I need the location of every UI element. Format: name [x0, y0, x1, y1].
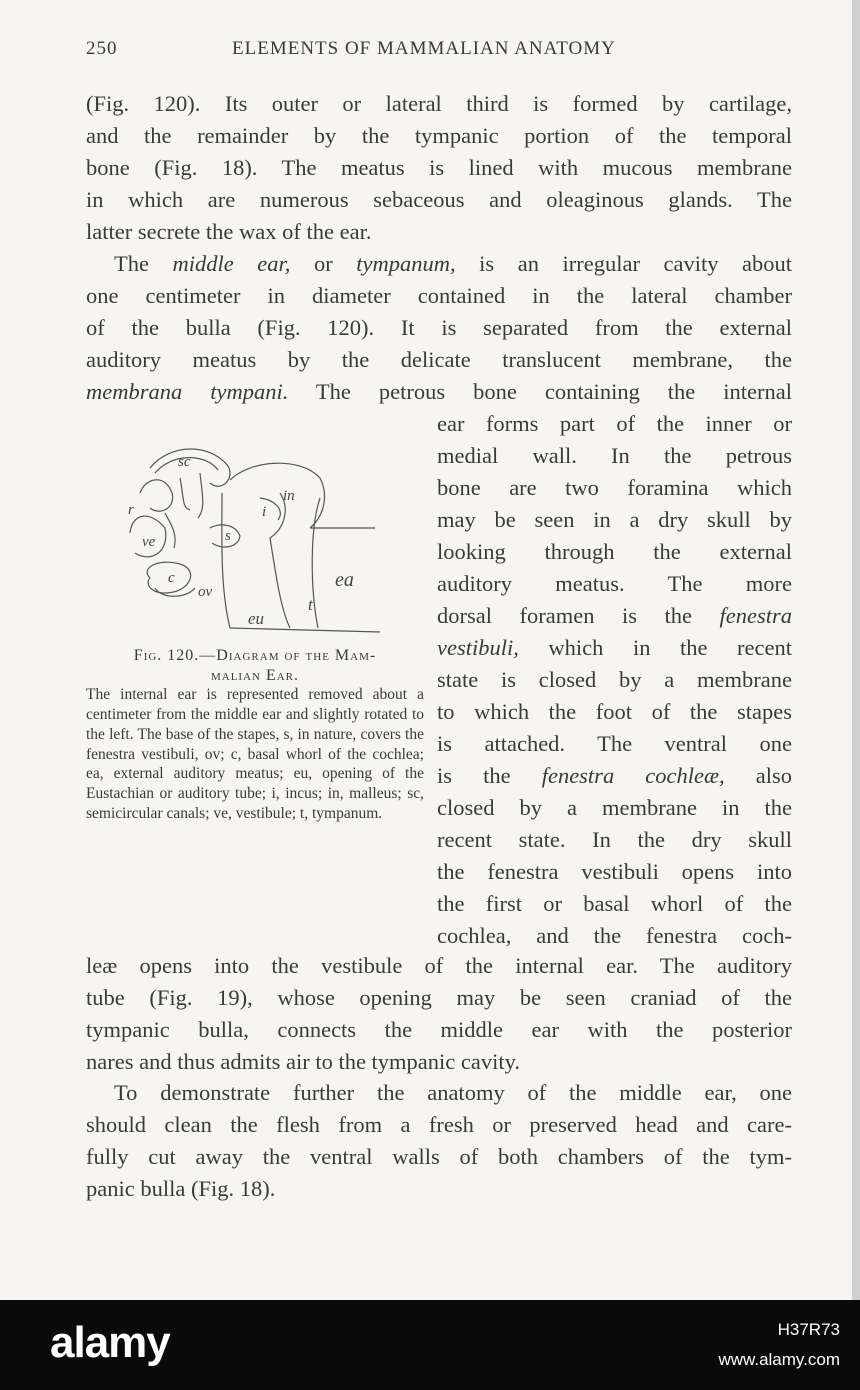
italic-term: vestibuli,	[437, 635, 519, 660]
figure-label: t	[308, 595, 313, 614]
site-url: www.alamy.com	[718, 1350, 840, 1369]
italic-term: fenestra cochleæ,	[541, 763, 725, 788]
paragraph-3	[86, 950, 792, 1078]
text-line: to which the foot of the stapes	[437, 699, 792, 724]
text-line: is attached. The ventral one	[437, 731, 792, 756]
figure-label: r	[128, 502, 134, 518]
text-line: and the remainder by the tympanic portion of the temporal	[86, 123, 792, 148]
text-line: recent state. In the dry skull	[437, 827, 792, 852]
caption-body: The internal ear is represented removed about a centimeter from the middle ear and slightly rotated to the left. The base of the stapes, s, in nature, covers the fenestra vestibuli, ov; c, basal whorl of the cochlea; ea, external auditory meatus; eu, opening of the Eustachian or auditory tube; i, incus; in, malleus; sc, semicircular canals; ve, vestibule; t, tympanum.	[86, 686, 424, 822]
figure-label: ve	[142, 534, 156, 550]
text-line: ear forms part of the inner or	[437, 411, 792, 436]
text-line: looking through the external	[437, 539, 792, 564]
alamy-logo: alamy	[50, 1318, 170, 1367]
caption-heading: Fig. 120.—Diagram of the Mam-	[133, 647, 377, 664]
right-column-text	[437, 408, 792, 952]
text-line: should clean the flesh from a fresh or preserved head and care-	[86, 1112, 792, 1137]
ear-diagram	[110, 438, 390, 638]
italic-term: fenestra	[719, 603, 792, 628]
text-line: in which are numerous sebaceous and oleaginous glands. The	[86, 187, 792, 212]
text-line: bone are two foramina which	[437, 475, 792, 500]
text-run: is the	[437, 763, 542, 788]
text-line: nares and thus admits air to the tympanic cavity.	[86, 1049, 521, 1074]
page-edge	[852, 0, 860, 1300]
text-line: fully cut away the ventral walls of both chambers of the tym-	[86, 1144, 792, 1169]
paragraph-2	[86, 248, 792, 408]
text-line: tube (Fig. 19), whose opening may be seen craniad of the	[86, 985, 792, 1010]
text-run: dorsal foramen is the	[437, 603, 720, 628]
tympanum-outline	[230, 463, 325, 528]
italic-term: tympanum,	[356, 251, 456, 276]
text-line: leæ opens into the vestibule of the internal ear. The auditory	[86, 953, 792, 978]
text-run: which in the recent	[518, 635, 792, 660]
figure-label: s	[225, 528, 231, 544]
figure-label: in	[283, 488, 295, 504]
figure-label: c	[168, 570, 175, 586]
text-line: To demonstrate further the anatomy of the middle ear, one	[114, 1080, 792, 1105]
image-id: H37R73	[777, 1320, 840, 1339]
text-line	[437, 600, 792, 632]
text-line: the fenestra vestibuli opens into	[437, 859, 792, 884]
text-line: medial wall. In the petrous	[437, 443, 792, 468]
text-line: closed by a membrane in the	[437, 795, 792, 820]
text-run: also	[724, 763, 792, 788]
figure-caption	[86, 646, 424, 823]
text-line	[86, 248, 792, 280]
text-line: the first or basal whorl of the	[437, 891, 792, 916]
page-number: 250	[86, 38, 118, 59]
text-run: The	[114, 251, 173, 276]
text-line: panic bulla (Fig. 18).	[86, 1176, 276, 1201]
text-line	[86, 376, 792, 408]
italic-term: middle ear,	[172, 251, 291, 276]
text-line: auditory meatus. The more	[437, 571, 792, 596]
text-line	[437, 760, 792, 792]
text-line: (Fig. 120). Its outer or lateral third is formed by cartilage,	[86, 91, 792, 116]
text-line: state is closed by a membrane	[437, 667, 792, 692]
text-run: The petrous bone containing the internal	[288, 379, 792, 404]
text-line: one centimeter in diameter contained in the lateral chamber	[86, 283, 792, 308]
running-title: ELEMENTS OF MAMMALIAN ANATOMY	[232, 38, 616, 59]
italic-term: membrana tympani.	[86, 379, 289, 404]
figure-label: i	[262, 504, 267, 520]
text-line: of the bulla (Fig. 120). It is separated from the external	[86, 315, 792, 340]
text-run: is an irregular cavity about	[455, 251, 792, 276]
text-line	[437, 632, 792, 664]
figure-label: ov	[198, 584, 213, 600]
figure-label: eu	[248, 609, 265, 628]
text-line: may be seen in a dry skull by	[437, 507, 792, 532]
figure-label: ea	[335, 569, 354, 591]
text-line: cochlea, and the fenestra coch-	[437, 923, 792, 948]
figure-label: sc	[178, 454, 191, 470]
text-line: tympanic bulla, connects the middle ear with the posterior	[86, 1017, 792, 1042]
paragraph-4	[86, 1077, 792, 1205]
text-line: bone (Fig. 18). The meatus is lined with mucous membrane	[86, 155, 792, 180]
text-line: latter secrete the wax of the ear.	[86, 219, 372, 244]
text-line: auditory meatus by the delicate translucent membrane, the	[86, 347, 792, 372]
text-run: or	[290, 251, 357, 276]
caption-heading: malian Ear.	[210, 666, 300, 684]
paragraph-1	[86, 88, 792, 248]
